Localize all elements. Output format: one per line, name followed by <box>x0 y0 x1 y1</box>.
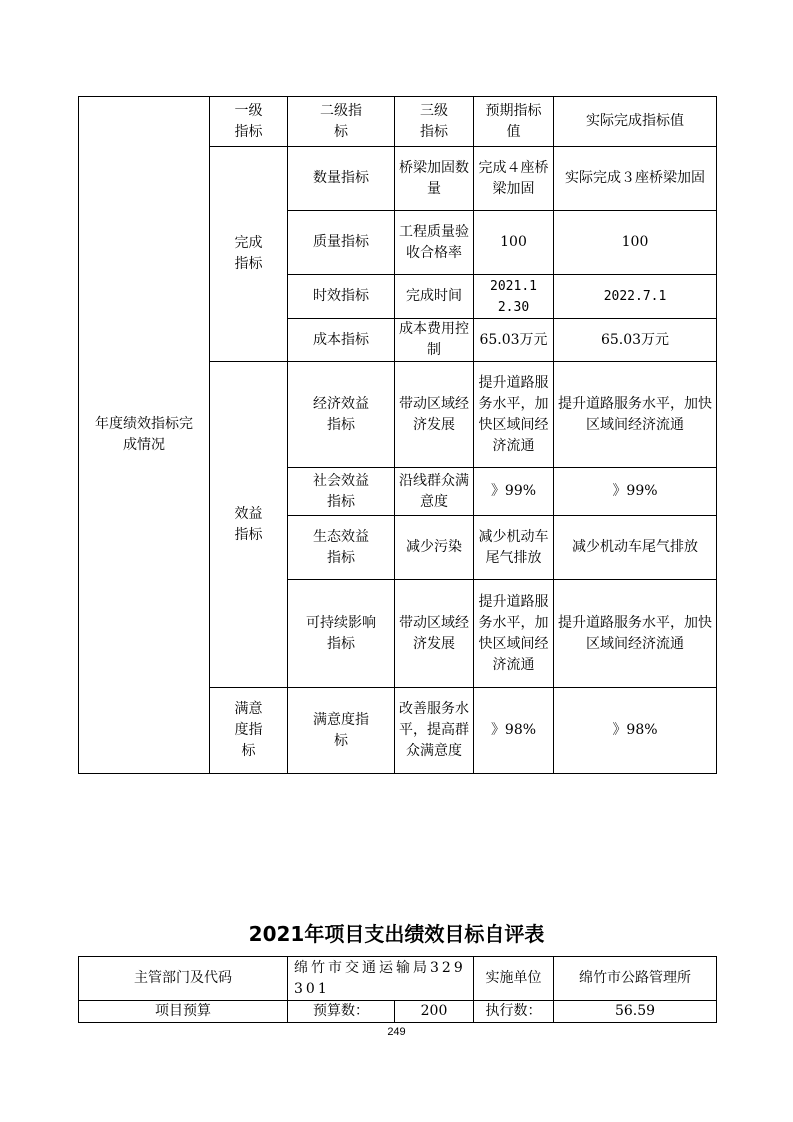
level2-cell: 质量指标 <box>288 211 395 275</box>
page-number: 249 <box>387 1026 406 1038</box>
level3-cell: 工程质量验收合格率 <box>395 211 474 275</box>
actual-cell: 实际完成３座桥梁加固 <box>554 147 717 211</box>
level3-cell: 带动区域经济发展 <box>395 580 474 688</box>
expected-cell: 减少机动车尾气排放 <box>474 516 554 580</box>
level3-cell: 完成时间 <box>395 275 474 319</box>
budget-count-value: 200 <box>395 1001 474 1023</box>
budget-label: 项目预算 <box>79 1001 288 1023</box>
performance-indicator-table <box>78 96 717 774</box>
budget-table <box>78 956 717 1023</box>
budget-count-label: 预算数： <box>288 1001 395 1023</box>
level3-cell: 成本费用控制 <box>395 319 474 362</box>
actual-cell: 》99% <box>554 468 717 516</box>
actual-cell: 》98% <box>554 688 717 774</box>
group-name: 效益指标 <box>210 362 288 688</box>
unit-label: 实施单位 <box>474 957 554 1001</box>
expected-cell: 》99% <box>474 468 554 516</box>
header-expected: 预期指标值 <box>474 97 554 147</box>
level2-cell: 经济效益指标 <box>288 362 395 468</box>
expected-cell: 2021.12.30 <box>474 275 554 319</box>
actual-cell: 提升道路服务水平，加快区域间经济流通 <box>554 580 717 688</box>
level2-cell: 成本指标 <box>288 319 395 362</box>
actual-cell: 100 <box>554 211 717 275</box>
unit-value: 绵竹市公路管理所 <box>554 957 717 1001</box>
group-name: 满意度指标 <box>210 688 288 774</box>
actual-cell: 提升道路服务水平，加快区域间经济流通 <box>554 362 717 468</box>
level2-cell: 数量指标 <box>288 147 395 211</box>
dept-label: 主管部门及代码 <box>79 957 288 1001</box>
level2-cell: 可持续影响指标 <box>288 580 395 688</box>
level2-cell: 满意度指标 <box>288 688 395 774</box>
expected-cell: 100 <box>474 211 554 275</box>
level3-cell: 减少污染 <box>395 516 474 580</box>
exec-label: 执行数： <box>474 1001 554 1023</box>
level3-cell: 沿线群众满意度 <box>395 468 474 516</box>
level3-cell: 改善服务水平，提高群众满意度 <box>395 688 474 774</box>
actual-cell: 65.03万元 <box>554 319 717 362</box>
dept-value: 绵竹市交通运输局329301 <box>288 957 474 1001</box>
level2-cell: 时效指标 <box>288 275 395 319</box>
expected-cell: 完成４座桥梁加固 <box>474 147 554 211</box>
page-title: 2021年项目支出绩效目标自评表 <box>248 922 545 946</box>
expected-cell: 提升道路服务水平，加快区域间经济流通 <box>474 362 554 468</box>
level2-cell: 社会效益指标 <box>288 468 395 516</box>
header-actual: 实际完成指标值 <box>554 97 717 147</box>
expected-cell: 提升道路服务水平，加快区域间经济流通 <box>474 580 554 688</box>
header-level1: 一级指标 <box>210 97 288 147</box>
expected-cell: 65.03万元 <box>474 319 554 362</box>
expected-cell: 》98% <box>474 688 554 774</box>
actual-cell: 2022.7.1 <box>554 275 717 319</box>
header-level2: 二级指标 <box>288 97 395 147</box>
level2-cell: 生态效益指标 <box>288 516 395 580</box>
header-level3: 三级指标 <box>395 97 474 147</box>
level3-cell: 桥梁加固数量 <box>395 147 474 211</box>
group-name: 完成指标 <box>210 147 288 362</box>
level3-cell: 带动区域经济发展 <box>395 362 474 468</box>
actual-cell: 减少机动车尾气排放 <box>554 516 717 580</box>
exec-value: 56.59 <box>554 1001 717 1023</box>
section-label: 年度绩效指标完成情况 <box>79 97 210 774</box>
